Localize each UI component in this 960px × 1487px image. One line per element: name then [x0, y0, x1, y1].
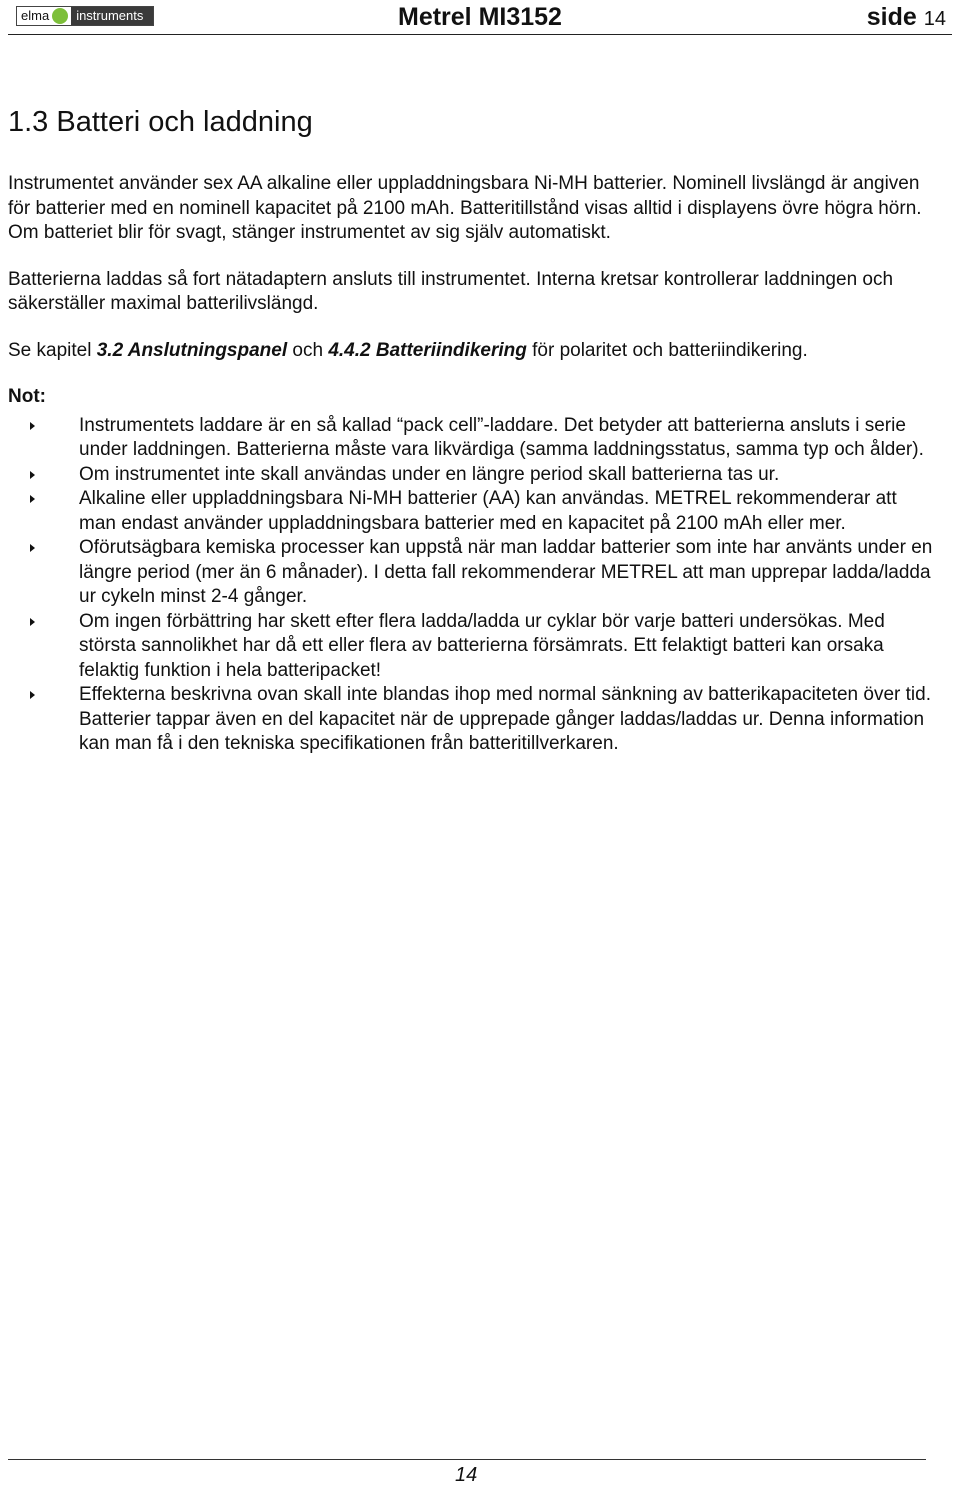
note-text: Om ingen förbättring har skett efter flera ladda/ladda ur cyklar bör varje batteri undersökas. Med största sannolikhet har då ett eller flera av batterierna försämrats. Ett felaktigt batteri kan orsaka felaktig funktion i hela batteripacket!: [79, 610, 885, 681]
ref-mid: och: [287, 339, 329, 361]
triangle-right-icon: [30, 618, 35, 626]
list-item: [8, 487, 938, 536]
ref-prefix: Se kapitel: [8, 339, 97, 361]
page-header: [8, 0, 952, 35]
triangle-right-icon: [30, 544, 35, 552]
triangle-right-icon: [30, 471, 35, 479]
page-content: [8, 100, 938, 757]
paragraph-charging: Batterierna laddas så fort nätadaptern ansluts till instrumentet. Interna kretsar kontrollerar laddningen och säkerställer maximal batterilivslängd.: [8, 268, 894, 314]
list-item: [8, 463, 938, 488]
logo-text-instruments: instruments: [71, 7, 153, 25]
header-page-label: [867, 2, 946, 34]
note-text: Effekterna beskrivna ovan skall inte blandas ihop med normal sänkning av batterikapaciteten över tid. Batterier tappar även en del kapacitet när de upprepade gånger laddas/laddas ur. Denna information kan man få i den tekniska specifikationen från batteritillverkaren.: [79, 684, 931, 754]
ref-link-anslutningspanel[interactable]: 3.2 Anslutningspanel: [96, 339, 288, 361]
note-text: Om instrumentet inte skall användas under en längre period skall batterierna tas ur.: [79, 463, 780, 485]
triangle-right-icon: [30, 691, 35, 699]
note-text: Instrumentets laddare är en så kallad “pack cell”-laddare. Det betyder att batterierna ansluts i serie under laddningen. Batterierna måste vara likvärdiga (samma laddningsstatus, samma typ och ålder).: [79, 414, 924, 460]
document-title: Metrel MI3152: [398, 3, 562, 31]
section-heading: 1.3 Batteri och laddning: [8, 106, 313, 138]
list-item: [8, 414, 938, 463]
header-page-word: side: [866, 3, 917, 31]
logo-text-elma: elma: [21, 8, 50, 23]
footer-page-number: 14: [455, 1464, 478, 1486]
triangle-right-icon: [30, 495, 35, 503]
elma-instruments-logo: [16, 6, 154, 26]
footer-divider: [8, 1459, 926, 1460]
paragraph-chapter-reference: [8, 339, 938, 364]
list-item: [8, 610, 938, 684]
list-item: [8, 536, 938, 610]
triangle-right-icon: [30, 422, 35, 430]
note-text: Oförutsägbara kemiska processer kan uppstå när man laddar batterier som inte har använts under en längre period (mer än 6 månader). I detta fall rekommenderar METREL att man upprepar ladda/ladda ur cykeln minst 2-4 gånger.: [79, 537, 933, 607]
note-text: Alkaline eller uppladdningsbara Ni-MH batterier (AA) kan användas. METREL rekommenderar att man endast använder uppladdningsbara batterier med en kapacitet på 2100 mAh eller mer.: [79, 488, 897, 534]
paragraph-battery-intro: Instrumentet använder sex AA alkaline eller uppladdningsbara Ni-MH batterier. Nominell livslängd är angiven för batterier med en nominell kapacitet på 2100 mAh. Batteritillstånd visas alltid i displayens övre högra hörn. Om batteriet blir för svagt, stänger instrumentet av sig själv automatiskt.: [8, 173, 922, 243]
ref-suffix: för polaritet och batteriindikering.: [526, 339, 808, 361]
note-heading: Not:: [8, 386, 46, 407]
header-page-number: 14: [923, 8, 946, 30]
logo-mark-icon: [52, 8, 68, 24]
list-item: [8, 683, 938, 757]
ref-link-batteriindikering[interactable]: 4.4.2 Batteriindikering: [328, 339, 527, 361]
note-list: [8, 414, 938, 757]
